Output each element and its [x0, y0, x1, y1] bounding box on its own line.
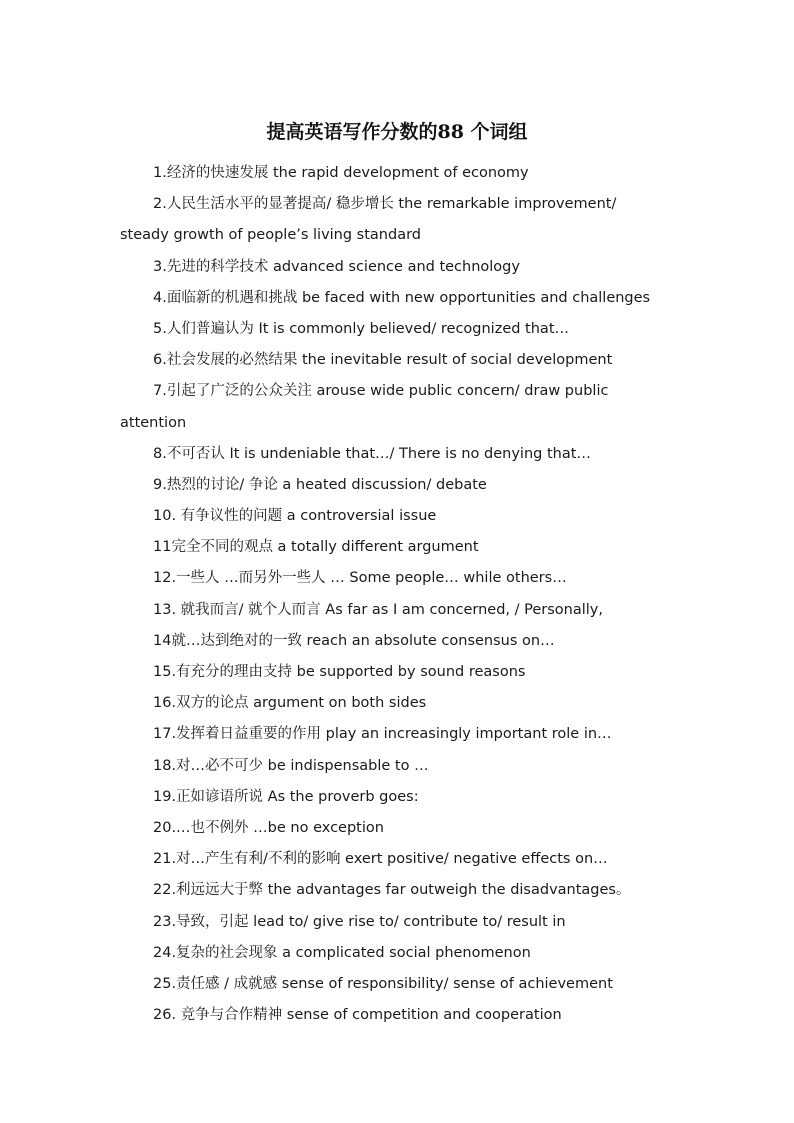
phrase-list — [120, 158, 665, 1031]
phrase-line: 23.导致，引起 lead to/ give rise to/ contribute to/ result in — [153, 913, 566, 930]
phrase-line: 16.双方的论点 argument on both sides — [153, 695, 427, 712]
phrase-line: 17.发挥着日益重要的作用 play an increasingly important role in… — [153, 726, 612, 743]
phrase-line: 4.面临新的机遇和挑战 be faced with new opportunities and challenges — [153, 289, 651, 306]
phrase-line: 21.对…产生有利/不利的影响 exert positive/ negative effects on… — [153, 851, 608, 868]
phrase-line: 12.一些人 …而另外一些人 … Some people… while others… — [153, 570, 567, 587]
phrase-line: attention — [120, 414, 187, 431]
phrase-line: 10. 有争议性的问题 a controversial issue — [153, 508, 437, 525]
phrase-line: 6.社会发展的必然结果 the inevitable result of social development — [153, 352, 613, 369]
phrase-line: 15.有充分的理由支持 be supported by sound reasons — [153, 664, 526, 680]
phrase-line: 24.复杂的社会现象 a complicated social phenomenon — [153, 944, 531, 961]
phrase-line: 13. 就我而言/ 就个人而言 As far as I am concerned, / Personally, — [153, 601, 603, 618]
phrase-line: 22.利远远大于弊 the advantages far outweigh the disadvantages。 — [153, 882, 631, 899]
phrase-line: 3.先进的科学技术 advanced science and technology — [153, 258, 520, 275]
phrase-line: 26. 竞争与合作精神 sense of competition and cooperation — [153, 1007, 562, 1024]
phrase-line: 11完全不同的观点 a totally different argument — [153, 539, 479, 556]
phrase-line: steady growth of people’s living standard — [120, 227, 421, 244]
phrase-line: 20.…也不例外 …be no exception — [153, 819, 384, 836]
phrase-line: 9.热烈的讨论/ 争论 a heated discussion/ debate — [153, 476, 487, 493]
phrase-line: 19.正如谚语所说 As the proverb goes: — [153, 788, 419, 805]
phrase-line: 25.责任感 / 成就感 sense of responsibility/ sense of achievement — [153, 975, 613, 992]
phrase-line: 1.经济的快速发展 the rapid development of economy — [153, 165, 529, 181]
phrase-line: 8.不可否认 It is undeniable that…/ There is no denying that… — [153, 445, 591, 462]
phrase-line: 5.人们普遍认为 It is commonly believed/ recognized that… — [153, 320, 570, 337]
phrase-line: 2.人民生活水平的显著提高/ 稳步增长 the remarkable improvement/ — [153, 196, 617, 213]
phrase-line: 18.对…必不可少 be indispensable to … — [153, 757, 429, 774]
phrase-line: 7.引起了广泛的公众关注 arouse wide public concern/ draw public — [153, 383, 609, 400]
phrase-line: 14就…达到绝对的一致 reach an absolute consensus on… — [153, 632, 555, 649]
page-title: 提高英语写作分数的88 个词组 — [266, 121, 528, 143]
